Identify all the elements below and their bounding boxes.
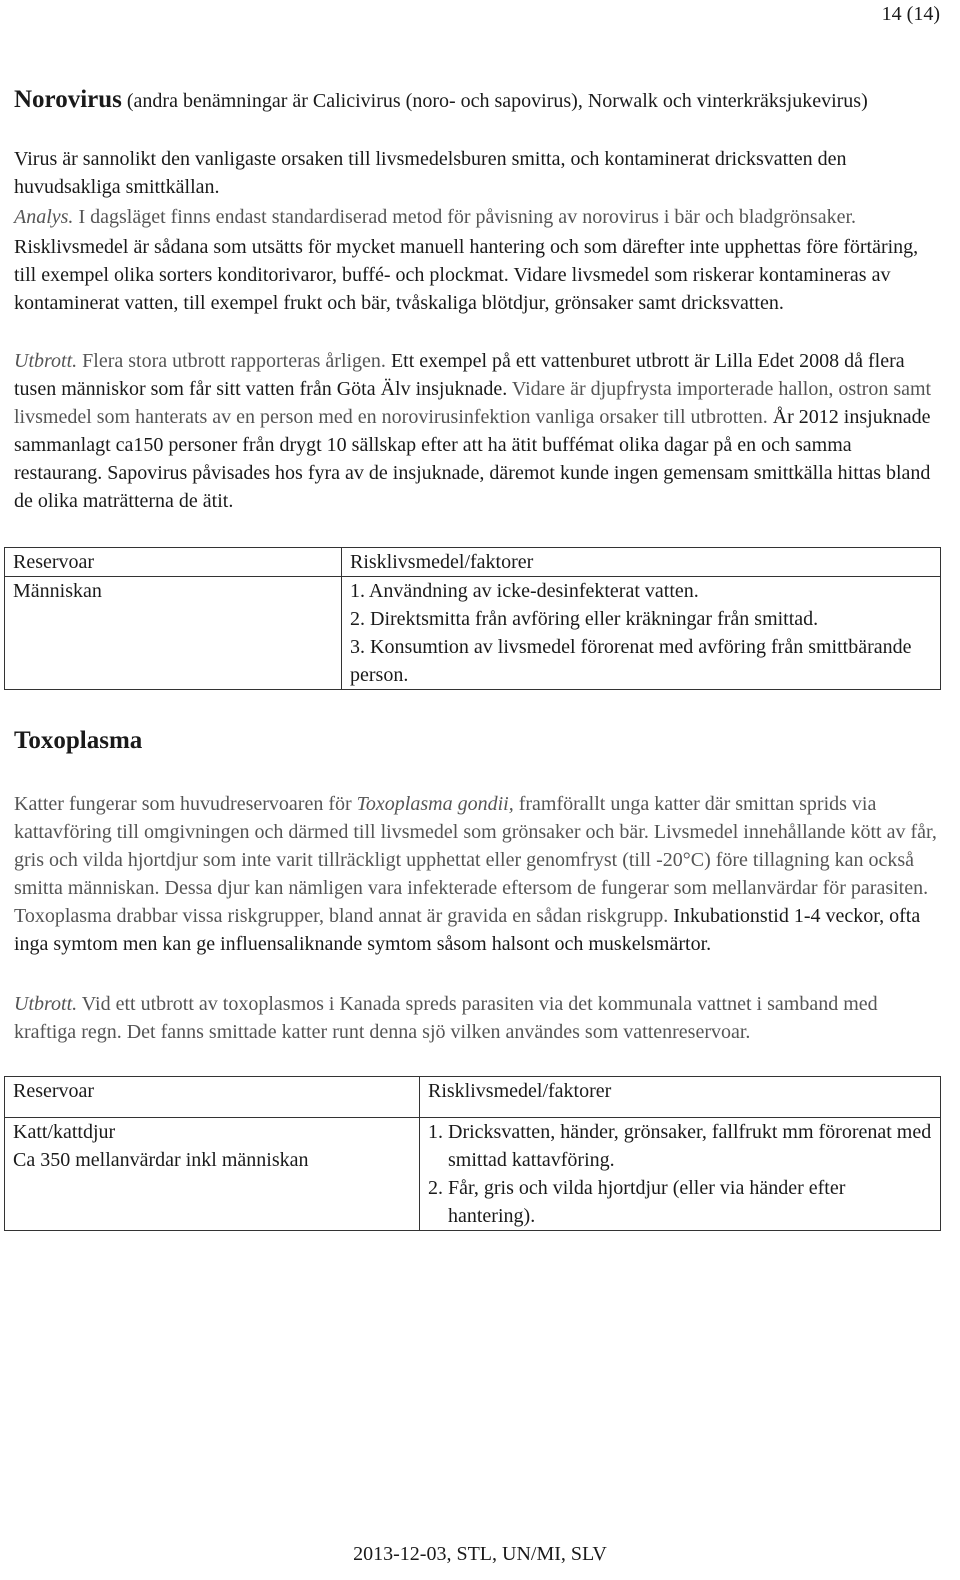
table-cell-factors bbox=[342, 577, 941, 690]
utbrott-label: Utbrott. bbox=[14, 350, 78, 372]
norovirus-analys bbox=[14, 203, 944, 231]
risk-text-2: Vidare livsmedel som riskerar kontamineras av kontaminerat vatten, till exempel frukt och bär, tvåskaliga blötdjur, grönsaker samt dricksvatten. bbox=[14, 264, 891, 314]
page-number: 14 (14) bbox=[881, 3, 940, 25]
toxo-species: Toxoplasma gondii, bbox=[356, 793, 514, 815]
toxo-utbrott-text: Vid ett utbrott av toxoplasmos i Kanada spreds parasiten via det kommunala vattnet i samband med kraftiga regn. Det fanns smittade katter runt denna sjö vilken användes som vattenreservoar. bbox=[14, 993, 878, 1043]
list-item: 2. Direktsmitta från avföring eller kräkningar från smittad. bbox=[350, 608, 819, 630]
table-cell-factors bbox=[420, 1118, 941, 1231]
table-header-row bbox=[5, 1077, 941, 1118]
toxo-text-b: framförallt unga katter där smittan sprids via kattavföring till omgivningen och därmed till livsmedel som grönsaker och bär. Livsmedel innehållande kött av får, gris och vilda hjortdjur som inte varit tillräckligt upphettat eller genomfryst (till -20°C) före tillagning kan också smitta människan. Dessa djur kan nämligen vara infekterade eftersom de fungerar som mellanvärdar för parasiten. Toxoplasma drabbar vissa riskgrupper, bland annat är gravida en sådan riskgrupp. bbox=[14, 793, 937, 927]
norovirus-table bbox=[4, 547, 941, 690]
norovirus-title: Norovirus bbox=[14, 86, 122, 113]
factor-list bbox=[350, 577, 932, 689]
table-cell-reservoir: Människan bbox=[5, 577, 342, 690]
norovirus-intro: Virus är sannolikt den vanligaste orsaken till livsmedelsburen smitta, och kontaminerat dricksvatten den huvudsakliga smittkällan. bbox=[14, 148, 847, 198]
document-body bbox=[14, 86, 944, 1231]
table-header-reservoar: Reservoar bbox=[5, 1077, 420, 1118]
norovirus-risk-paragraph bbox=[14, 233, 944, 317]
reservoir-line-2: Ca 350 mellanvärdar inkl människan bbox=[13, 1149, 309, 1171]
list-item: 1. Användning av icke-desinfekterat vatten. bbox=[350, 580, 699, 602]
toxo-text-c: Inkubationstid 1-4 veckor, ofta inga symtom men kan ge influensaliknande symtom såsom halsont och muskelsmärtor. bbox=[14, 905, 921, 955]
norovirus-heading bbox=[14, 86, 944, 115]
toxo-text-a: Katter fungerar som huvudreservoaren för bbox=[14, 793, 352, 815]
table-cell-reservoir bbox=[5, 1118, 420, 1231]
toxoplasma-paragraph bbox=[14, 790, 944, 958]
toxoplasma-title: Toxoplasma bbox=[14, 727, 143, 754]
factor-list bbox=[428, 1118, 932, 1230]
table-header-row bbox=[5, 548, 941, 577]
reservoir-line-1: Katt/kattdjur bbox=[13, 1121, 116, 1143]
table-row bbox=[5, 1118, 941, 1231]
table-row bbox=[5, 577, 941, 690]
utbrott-text-1: Flera stora utbrott rapporteras årligen. bbox=[82, 350, 386, 372]
table-header-reservoar: Reservoar bbox=[5, 548, 342, 577]
list-item: 3. Konsumtion av livsmedel förorenat med avföring från smittbärande person. bbox=[350, 636, 912, 686]
toxoplasma-utbrott bbox=[14, 990, 944, 1046]
table-header-faktorer: Risklivsmedel/faktorer bbox=[420, 1077, 941, 1118]
risk-text-1: Risklivsmedel är sådana som utsätts för mycket manuell hantering och som därefter inte upphettas före förtäring, till exempel olika sorters konditorivaror, buffé- och plockmat. bbox=[14, 236, 919, 286]
analys-text: I dagsläget finns endast standardiserad metod för påvisning av norovirus i bär och bladgrönsaker. bbox=[78, 206, 857, 228]
norovirus-alt-names: (andra benämningar är Calicivirus (noro- och sapovirus), Norwalk och vinterkräksjukevirus) bbox=[126, 90, 868, 112]
utbrott-text-2: Ett exempel på ett vattenburet utbrott är Lilla Edet 2008 då flera tusen människor som får sitt vatten från Göta Älv insjuknade. bbox=[14, 350, 905, 400]
utbrott-text-3: Vidare är djupfrysta importerade hallon, ostron samt livsmedel som hanterats av en person med en norovirusinfektion vanliga orsaker till utbrotten. bbox=[14, 378, 932, 428]
norovirus-utbrott bbox=[14, 347, 944, 515]
table-header-faktorer: Risklivsmedel/faktorer bbox=[342, 548, 941, 577]
analys-label: Analys. bbox=[14, 206, 74, 228]
list-item: 2. Får, gris och vilda hjortdjur (eller via händer efter hantering). bbox=[428, 1177, 846, 1227]
list-item: 1. Dricksvatten, händer, grönsaker, fallfrukt mm förorenat med smittad kattavföring. bbox=[428, 1121, 932, 1171]
toxo-utbrott-label: Utbrott. bbox=[14, 993, 78, 1015]
footer: 2013-12-03, STL, UN/MI, SLV bbox=[353, 1543, 607, 1565]
utbrott-text-4: År 2012 insjuknade sammanlagt ca150 personer från drygt 10 sällskap efter att ha ätit buffémat olika dagar på en och samma restaurang. Sapovirus påvisades hos fyra av de insjuknade, däremot kunde ingen gemensam smittkälla hittas bland de olika maträtterna de ätit. bbox=[14, 406, 931, 512]
toxoplasma-table bbox=[4, 1076, 941, 1231]
